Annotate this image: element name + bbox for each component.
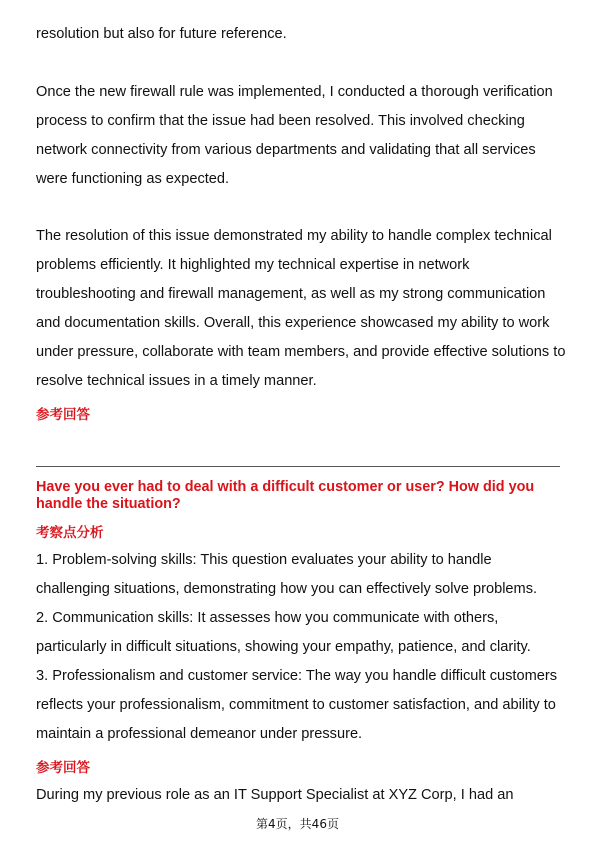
analysis-label: 考察点分析 — [36, 525, 104, 541]
paragraph-line: were functioning as expected. — [36, 171, 230, 187]
paragraph-line: The resolution of this issue demonstrated my ability to handle complex technical — [36, 228, 552, 244]
section-divider — [36, 466, 560, 467]
paragraph-line: process to confirm that the issue had been resolved. This involved checking — [36, 113, 525, 129]
reference-answer-label: 参考回答 — [36, 760, 90, 776]
paragraph-line: resolution but also for future reference. — [36, 26, 287, 42]
paragraph-line: and documentation skills. Overall, this experience showcased my ability to work — [36, 315, 550, 331]
paragraph-line: network connectivity from various departments and validating that all services — [36, 142, 536, 158]
paragraph-line: Once the new firewall rule was implemented, I conducted a thorough verification — [36, 84, 553, 100]
paragraph-line: troubleshooting and firewall management, as well as my strong communication — [36, 286, 546, 302]
analysis-line: 2. Communication skills: It assesses how you communicate with others, — [36, 610, 499, 626]
analysis-line: 3. Professionalism and customer service: The way you handle difficult customers — [36, 668, 558, 684]
analysis-line: reflects your professionalism, commitment to customer satisfaction, and ability to — [36, 697, 556, 713]
paragraph-line: problems efficiently. It highlighted my technical expertise in network — [36, 257, 470, 273]
analysis-line: 1. Problem-solving skills: This question evaluates your ability to handle — [36, 552, 492, 568]
answer-line: During my previous role as an IT Support Specialist at XYZ Corp, I had an — [36, 787, 514, 803]
question-title-line: Have you ever had to deal with a difficult customer or user? How did you — [36, 479, 535, 495]
analysis-line: particularly in difficult situations, showing your empathy, patience, and clarity. — [36, 639, 531, 655]
page-indicator: 第4页，共46页 — [256, 817, 339, 831]
analysis-line: maintain a professional demeanor under pressure. — [36, 726, 363, 742]
question-title-line: handle the situation? — [36, 496, 181, 512]
paragraph-line: under pressure, collaborate with team members, and provide effective solutions to — [36, 344, 566, 360]
analysis-line: challenging situations, demonstrating how you can effectively solve problems. — [36, 581, 538, 597]
reference-answer-label: 参考回答 — [36, 407, 90, 423]
paragraph-line: resolve technical issues in a timely manner. — [36, 373, 317, 389]
